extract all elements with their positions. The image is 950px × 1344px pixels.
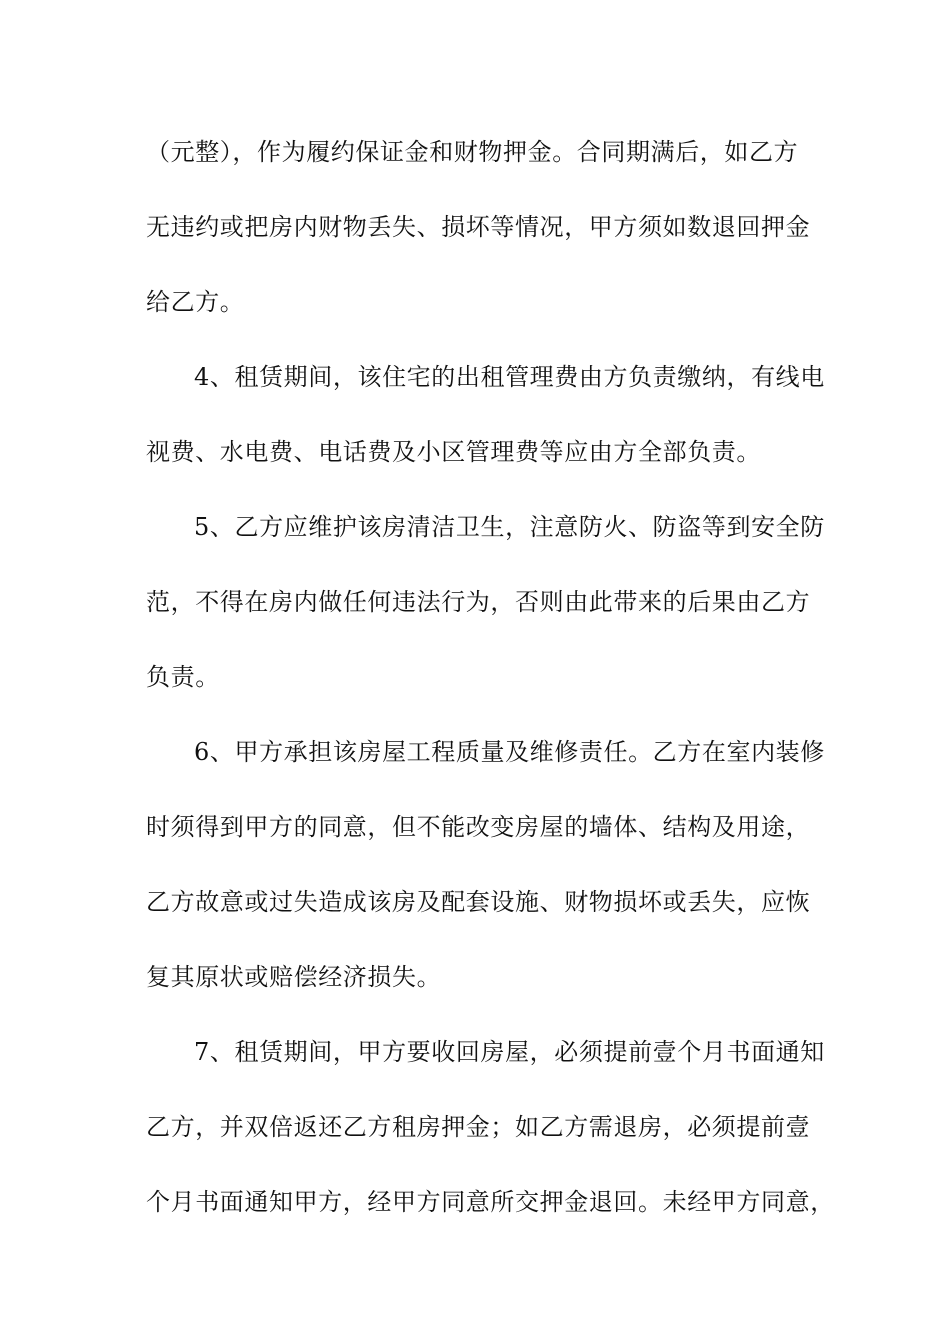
- text-line: 复其原状或赔偿经济损失。: [146, 963, 442, 991]
- text-line: 负责。: [146, 663, 220, 691]
- paragraph-start-line: 6、甲方承担该房屋工程质量及维修责任。乙方在室内装修: [194, 738, 825, 766]
- paragraph-start-line: 4、租赁期间，该住宅的出租管理费由方负责缴纳，有线电: [194, 363, 825, 391]
- text-line: 个月书面通知甲方，经甲方同意所交押金退回。未经甲方同意，: [146, 1188, 835, 1216]
- text-line: 无违约或把房内财物丢失、损坏等情况，甲方须如数退回押金: [146, 213, 811, 241]
- text-line: 给乙方。: [146, 288, 245, 316]
- text-line: 时须得到甲方的同意，但不能改变房屋的墙体、结构及用途，: [146, 813, 811, 841]
- text-line: 范，不得在房内做任何违法行为，否则由此带来的后果由乙方: [146, 588, 811, 616]
- paragraph-start-line: 5、乙方应维护该房清洁卫生，注意防火、防盗等到安全防: [194, 513, 825, 541]
- paragraph-start-line: 7、租赁期间，甲方要收回房屋，必须提前壹个月书面通知: [194, 1038, 825, 1066]
- text-line: 视费、水电费、电话费及小区管理费等应由方全部负责。: [146, 438, 761, 466]
- text-line: 乙方，并双倍返还乙方租房押金；如乙方需退房，必须提前壹: [146, 1113, 811, 1141]
- text-line: 乙方故意或过失造成该房及配套设施、财物损坏或丢失，应恢: [146, 888, 811, 916]
- text-line: （元整），作为履约保证金和财物押金。合同期满后，如乙方: [146, 138, 799, 166]
